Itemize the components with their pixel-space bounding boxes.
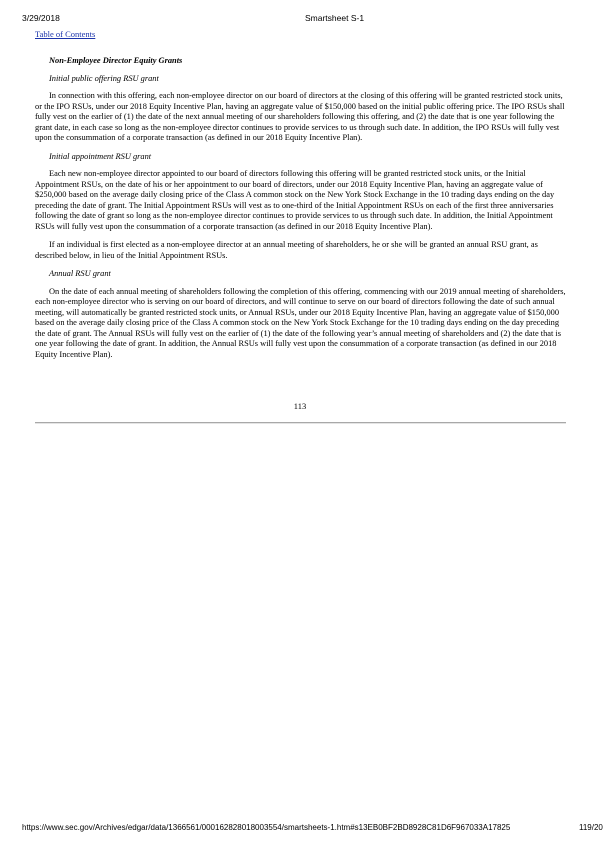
paragraph-annual-rsu: On the date of each annual meeting of shareholders following the completion of this offering, commencing with our 2019 annual meeting of shareholders, each non-employee director who is serving on our board of directors, and will continue to serve on our board of directors following the date of such annual meeting, will automatically be granted restricted stock units, or Annual RSUs, under our 2018 Equity Incentive Plan, having an aggregate value of $150,000 based on the average daily closing price of the Class A common stock on the New York Stock Exchange for the 10 trading days ending on the day preceding the date of grant. The Annual RSUs will fully vest on the earlier of (1) the date of the following year’s annual meeting of shareholders and (2) the date that is one year following the date of grant. In addition, the Annual RSUs will fully vest upon the consummation of a corporate transaction (as defined in our 2018 Equity Incentive Plan). bbox=[35, 286, 566, 359]
browser-print-footer bbox=[22, 823, 603, 835]
section-heading: Non-Employee Director Equity Grants bbox=[49, 56, 183, 65]
subheading-ipo-rsu: Initial public offering RSU grant bbox=[49, 73, 159, 83]
paragraph-initial-appointment: Each new non-employee director appointed to our board of directors following this offering will be granted restricted stock units, or the Initial Appointment RSUs, on the date of his or her appointment to our board of directors, under our 2018 Equity Incentive Plan, having an aggregate value of $250,000 based on the average daily closing price of the Class A common stock on the New York Stock Exchange in the 10 trading days ending on the day preceding the date of grant. The Initial Appointment RSUs will vest as to one-third of the Initial Appointment RSUs on each of the first three anniversaries following the date of grant so long as the non-employee director continues to provide services to us through such date. In addition, the Initial Appointment RSUs will fully vest upon the consummation of a corporate transaction (as defined in our 2018 Equity Incentive Plan). bbox=[35, 169, 555, 231]
print-page-counter: 119/20 bbox=[579, 823, 603, 832]
print-date: 3/29/2018 bbox=[22, 13, 60, 23]
subheading-annual-rsu: Annual RSU grant bbox=[49, 269, 111, 278]
table-of-contents-link[interactable]: Table of Contents bbox=[35, 29, 96, 39]
print-title: Smartsheet S-1 bbox=[305, 13, 365, 23]
page-divider bbox=[35, 422, 566, 424]
subheading-initial-appointment: Initial appointment RSU grant bbox=[49, 151, 152, 161]
document-body bbox=[35, 56, 567, 360]
browser-print-header bbox=[22, 13, 610, 25]
paragraph-ipo-rsu: In connection with this offering, each non-employee director on our board of directors at the closing of this offering will be granted restricted stock units, or the IPO RSUs, under our 2018 Equity Incentive Plan, having an aggregate value of $150,000 based on the initial public offering price. The IPO RSUs shall fully vest on the earlier of (1) the date of the next annual meeting of our shareholders following this offering, and (2) the date that is one year following the grant date, in each case so long as the non-employee director continues to provide services to us through such date. In addition, the IPO RSUs will fully vest upon the consummation of a corporate transaction (as defined in our 2018 Equity Incentive Plan). bbox=[35, 91, 565, 142]
page-number: 113 bbox=[293, 401, 307, 411]
print-url: https://www.sec.gov/Archives/edgar/data/1366561/000162828018003554/smartsheets-1.htm#s13EB0BF2BD8928C81D6F967033A17825 bbox=[22, 823, 511, 832]
paragraph-elected-director: If an individual is first elected as a non-employee director at an annual meeting of shareholders, he or she will be granted an annual RSU grant, as described below, in lieu of the Initial Appointment RSUs. bbox=[35, 240, 538, 260]
